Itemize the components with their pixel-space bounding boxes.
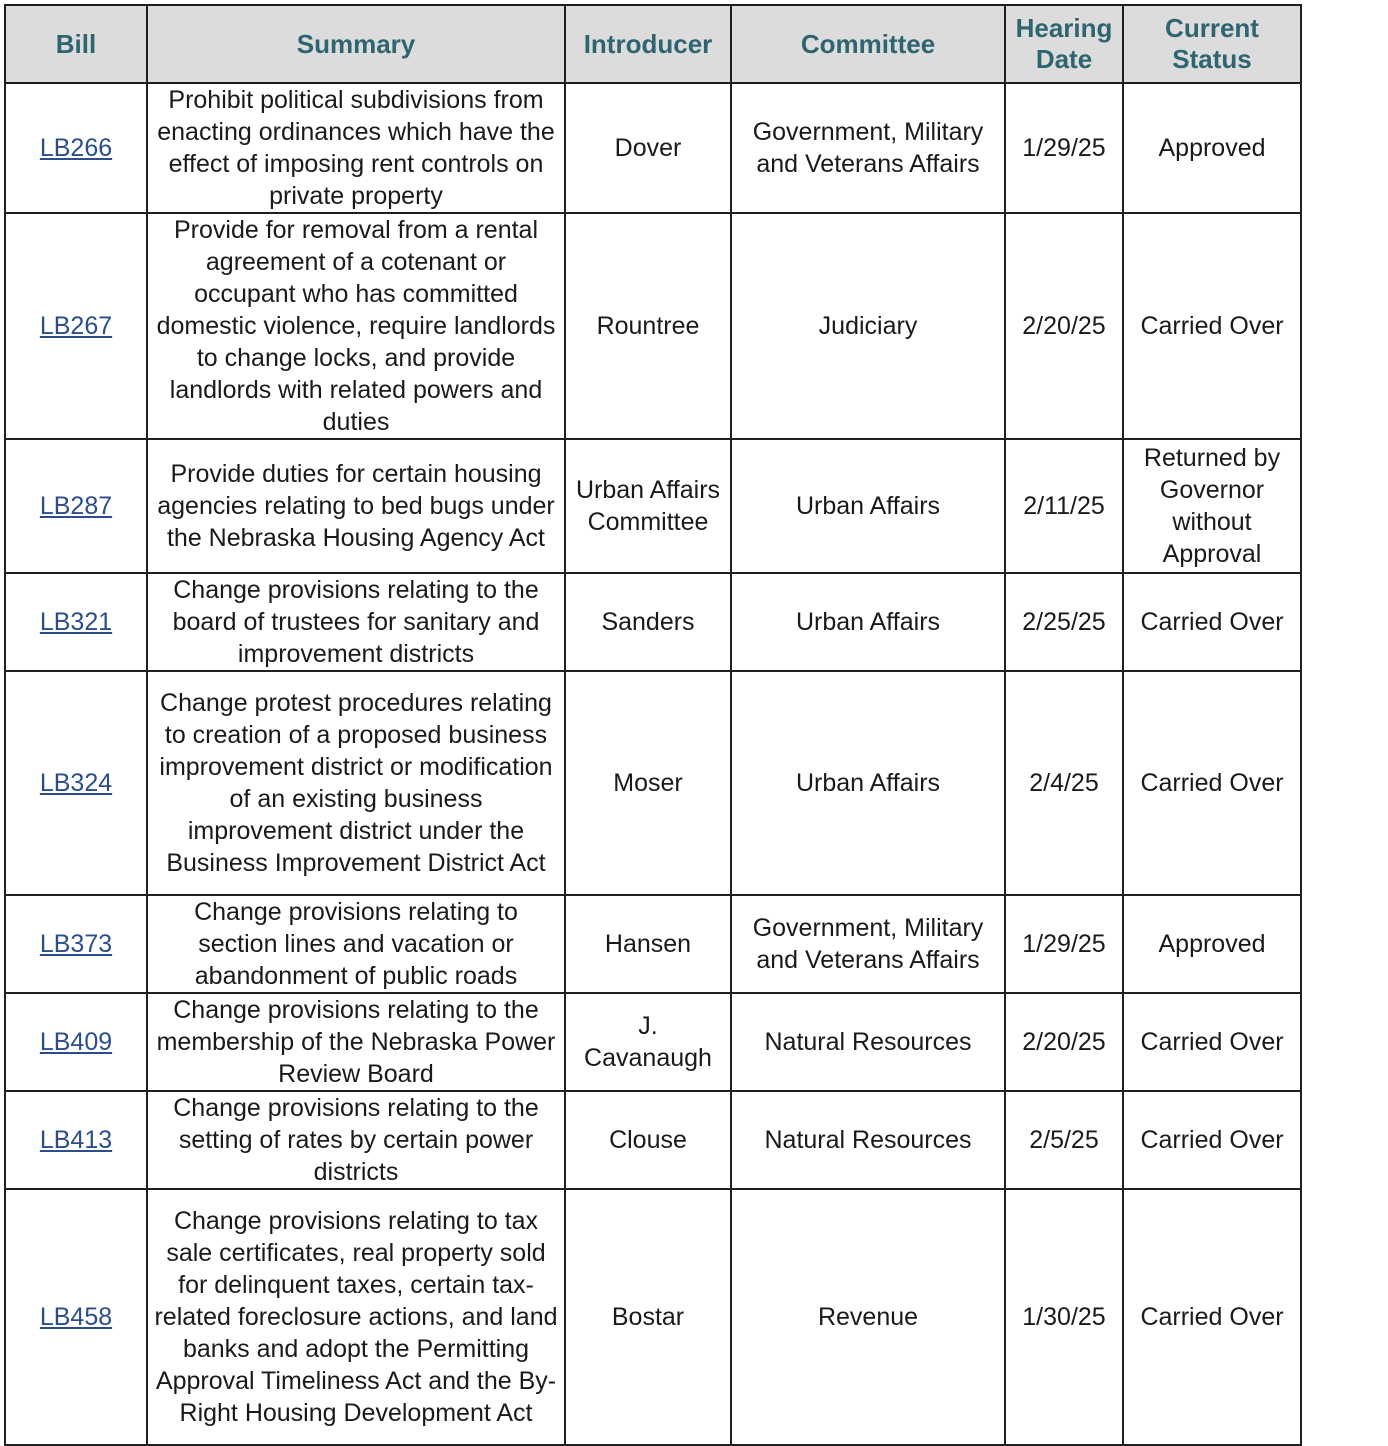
bill-cell: [5, 1189, 147, 1445]
bill-link[interactable]: LB413: [39, 1126, 113, 1154]
status-cell: Carried Over: [1123, 573, 1301, 671]
committee-cell: Urban Affairs: [731, 439, 1005, 573]
header-committee: Committee: [731, 5, 1005, 83]
bill-cell: [5, 1091, 147, 1189]
introducer-cell: Dover: [565, 83, 731, 213]
bill-link[interactable]: LB458: [39, 1303, 113, 1331]
introducer-cell: Rountree: [565, 213, 731, 439]
status-cell: Returned by Governor without Approval: [1123, 439, 1301, 573]
status-cell: Carried Over: [1123, 1189, 1301, 1445]
summary-cell: Provide duties for certain housing agencies relating to bed bugs under the Nebraska Housing Agency Act: [147, 439, 565, 573]
hearing-date-cell: 2/25/25: [1005, 573, 1123, 671]
committee-cell: Urban Affairs: [731, 671, 1005, 895]
bill-cell: [5, 83, 147, 213]
summary-cell: Change provisions relating to section lines and vacation or abandonment of public roads: [147, 895, 565, 993]
header-introducer: Introducer: [565, 5, 731, 83]
introducer-cell: Clouse: [565, 1091, 731, 1189]
committee-cell: Revenue: [731, 1189, 1005, 1445]
hearing-date-cell: 2/5/25: [1005, 1091, 1123, 1189]
table-row: [5, 213, 1301, 439]
introducer-cell: Hansen: [565, 895, 731, 993]
introducer-cell: Sanders: [565, 573, 731, 671]
status-cell: Approved: [1123, 83, 1301, 213]
hearing-date-cell: 1/30/25: [1005, 1189, 1123, 1445]
header-current-status: Current Status: [1123, 5, 1301, 83]
committee-cell: Urban Affairs: [731, 573, 1005, 671]
committee-cell: Government, Military and Veterans Affairs: [731, 895, 1005, 993]
status-cell: Carried Over: [1123, 213, 1301, 439]
bill-cell: [5, 671, 147, 895]
hearing-date-cell: 2/4/25: [1005, 671, 1123, 895]
table-row: [5, 1189, 1301, 1445]
bill-link[interactable]: LB267: [39, 312, 113, 340]
introducer-cell: Moser: [565, 671, 731, 895]
bill-link[interactable]: LB287: [39, 492, 113, 520]
introducer-cell: J. Cavanaugh: [565, 993, 731, 1091]
table-row: [5, 573, 1301, 671]
status-cell: Approved: [1123, 895, 1301, 993]
header-row: [5, 5, 1301, 83]
status-cell: Carried Over: [1123, 1091, 1301, 1189]
summary-cell: Prohibit political subdivisions from enacting ordinances which have the effect of imposing rent controls on private property: [147, 83, 565, 213]
bill-link[interactable]: LB266: [39, 134, 113, 162]
summary-cell: Change provisions relating to the setting of rates by certain power districts: [147, 1091, 565, 1189]
introducer-cell: Bostar: [565, 1189, 731, 1445]
bill-cell: [5, 573, 147, 671]
table-row: [5, 993, 1301, 1091]
committee-cell: Natural Resources: [731, 993, 1005, 1091]
bill-cell: [5, 895, 147, 993]
hearing-date-cell: 1/29/25: [1005, 895, 1123, 993]
bill-cell: [5, 993, 147, 1091]
committee-cell: Government, Military and Veterans Affairs: [731, 83, 1005, 213]
summary-cell: Provide for removal from a rental agreement of a cotenant or occupant who has committed domestic violence, require landlords to change locks, and provide landlords with related powers and duties: [147, 213, 565, 439]
table-row: [5, 671, 1301, 895]
hearing-date-cell: 1/29/25: [1005, 83, 1123, 213]
committee-cell: Judiciary: [731, 213, 1005, 439]
table-row: [5, 83, 1301, 213]
header-summary: Summary: [147, 5, 565, 83]
hearing-date-cell: 2/20/25: [1005, 213, 1123, 439]
committee-cell: Natural Resources: [731, 1091, 1005, 1189]
bill-cell: [5, 439, 147, 573]
bill-link[interactable]: LB321: [39, 608, 113, 636]
hearing-date-cell: 2/20/25: [1005, 993, 1123, 1091]
status-cell: Carried Over: [1123, 993, 1301, 1091]
hearing-date-cell: 2/11/25: [1005, 439, 1123, 573]
summary-cell: Change provisions relating to the membership of the Nebraska Power Review Board: [147, 993, 565, 1091]
header-hearing-date: Hearing Date: [1005, 5, 1123, 83]
header-bill: Bill: [5, 5, 147, 83]
status-cell: Carried Over: [1123, 671, 1301, 895]
bill-link[interactable]: LB324: [39, 769, 113, 797]
summary-cell: Change protest procedures relating to creation of a proposed business improvement district or modification of an existing business improvement district under the Business Improvement District Act: [147, 671, 565, 895]
summary-cell: Change provisions relating to tax sale certificates, real property sold for delinquent taxes, certain tax-related foreclosure actions, and land banks and adopt the Permitting Approval Timeliness Act and the By-Right Housing Development Act: [147, 1189, 565, 1445]
bill-link[interactable]: LB409: [39, 1028, 113, 1056]
table-row: [5, 1091, 1301, 1189]
bill-link[interactable]: LB373: [39, 930, 113, 958]
bills-table: [4, 4, 1302, 1446]
table-row: [5, 439, 1301, 573]
introducer-cell: Urban Affairs Committee: [565, 439, 731, 573]
table-row: [5, 895, 1301, 993]
bill-cell: [5, 213, 147, 439]
summary-cell: Change provisions relating to the board of trustees for sanitary and improvement districts: [147, 573, 565, 671]
